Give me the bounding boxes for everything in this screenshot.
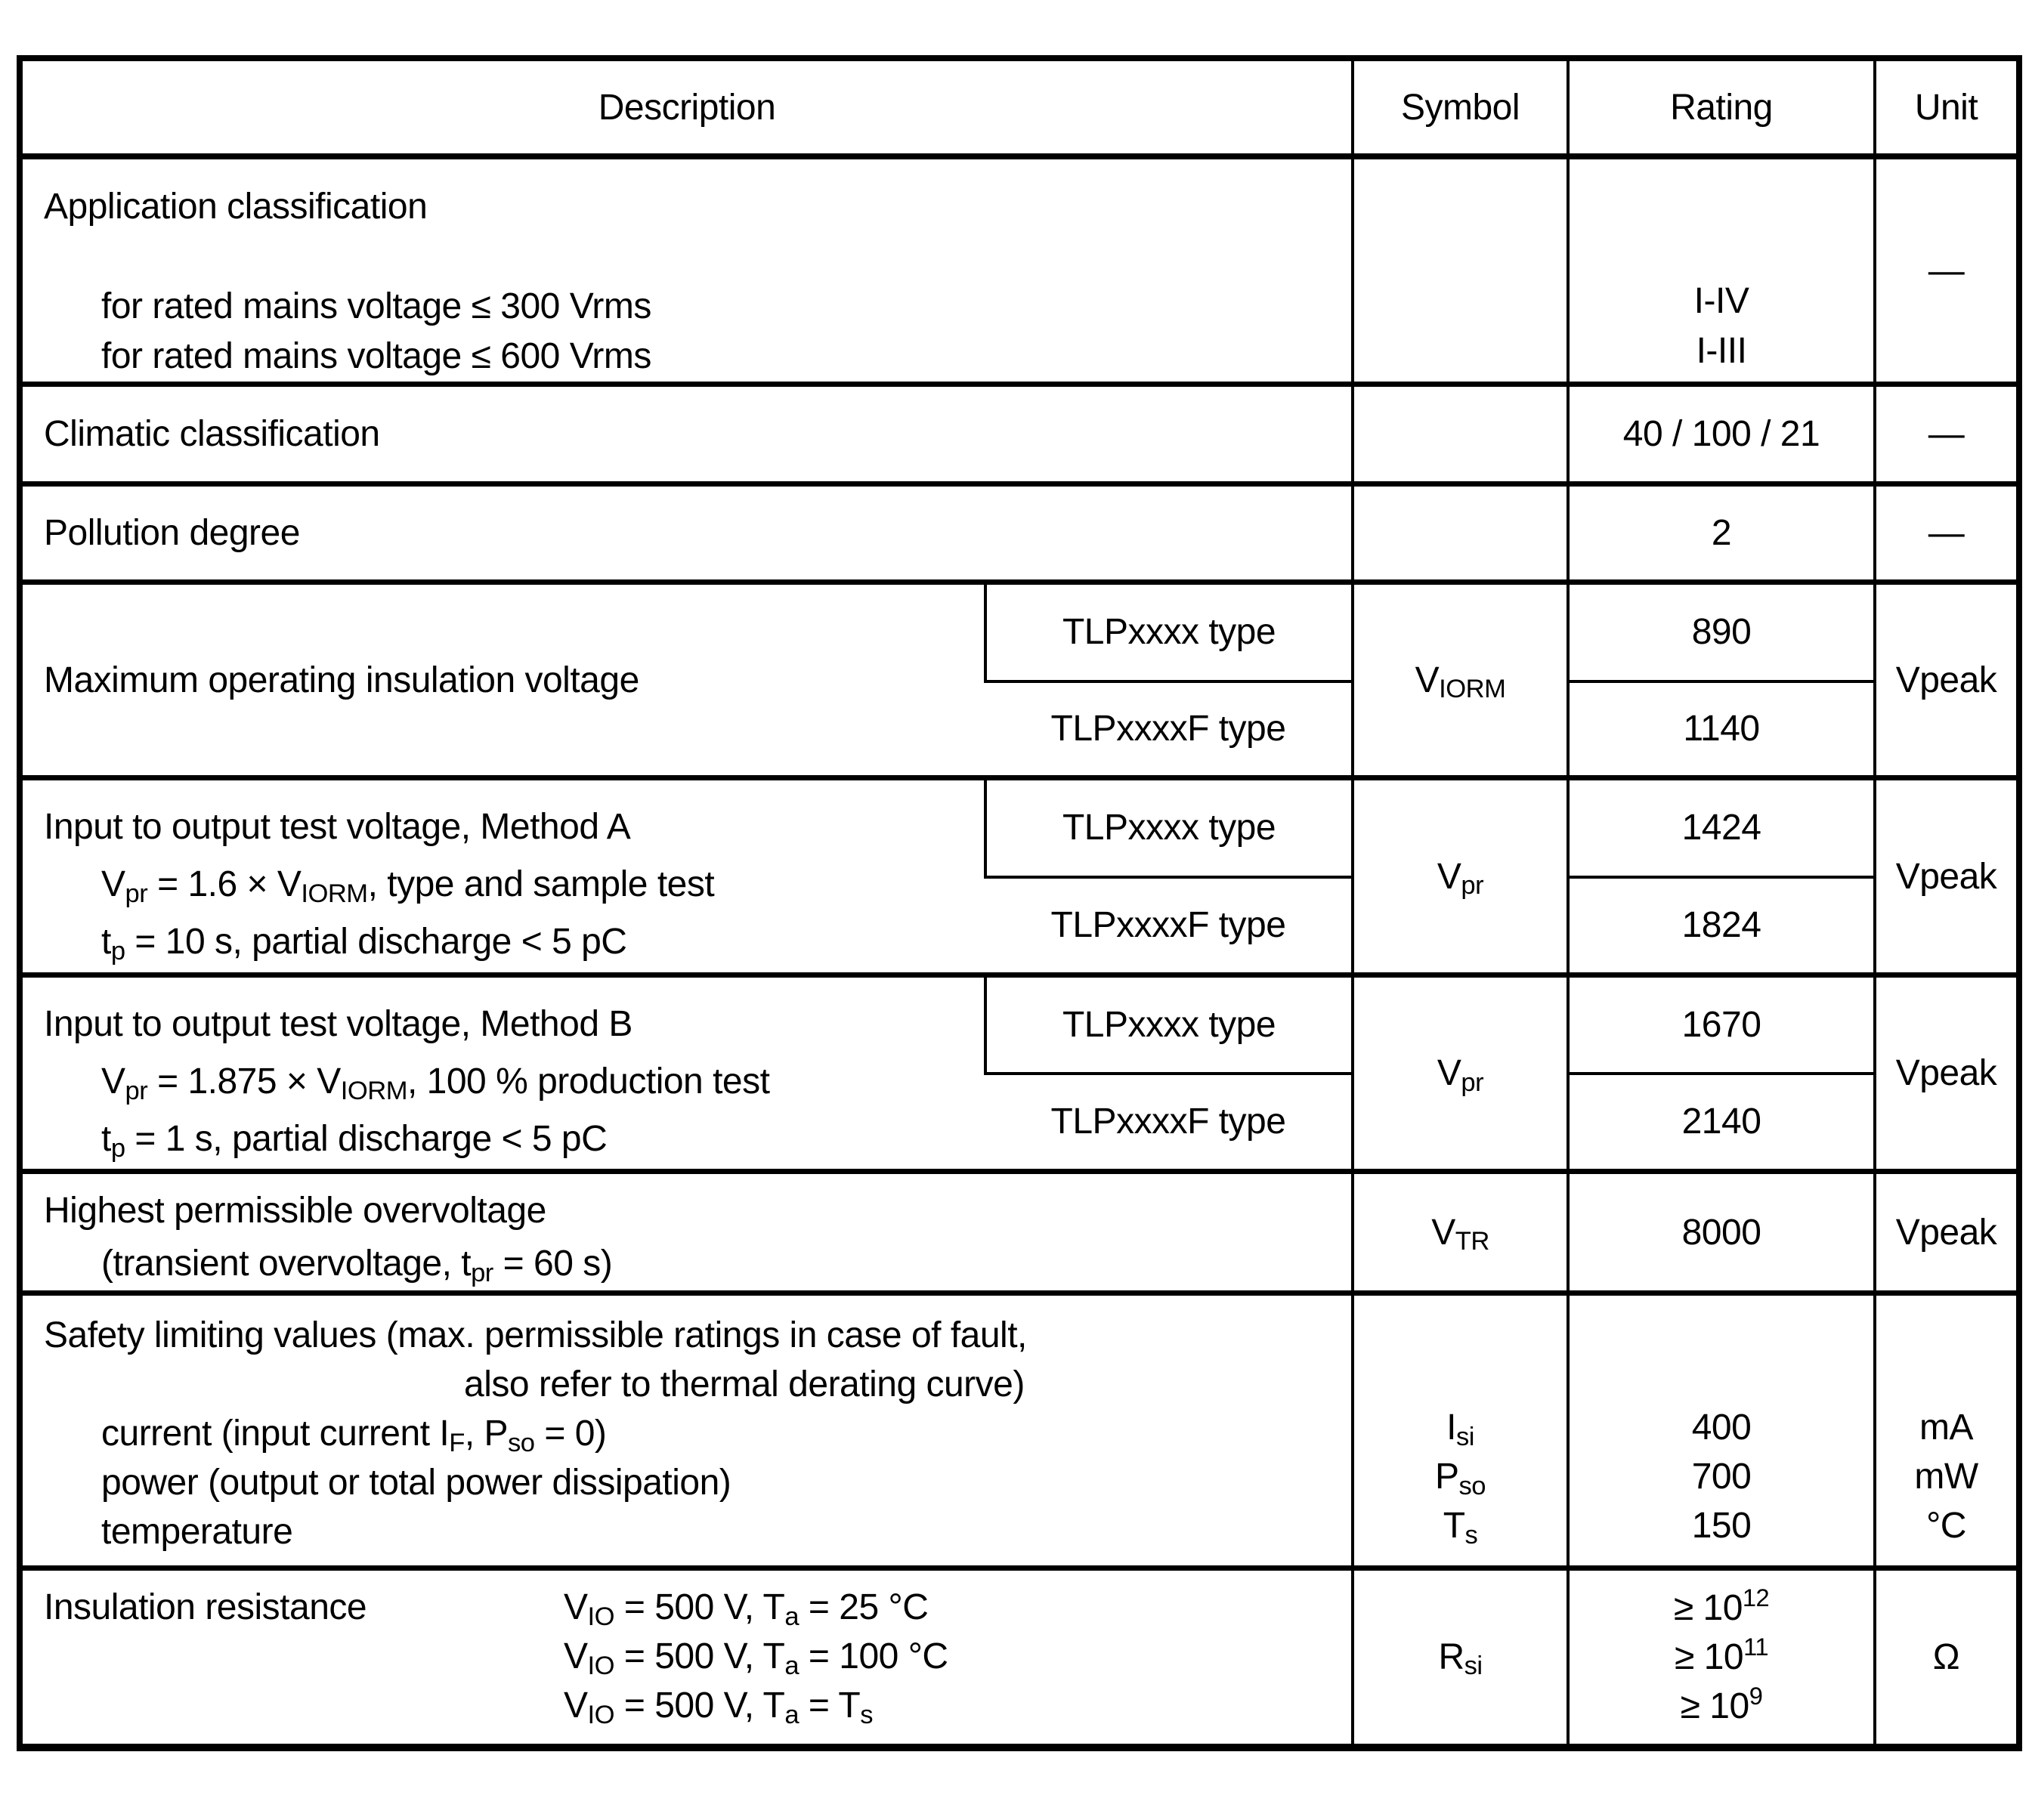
method-a-title: Input to output test voltage, Method A <box>44 807 631 847</box>
application-rating-cell <box>1568 156 1875 385</box>
overvoltage-cond: (transient overvoltage, $t_{pr} = 60$ s) <box>101 1244 613 1287</box>
safety-item-temp: temperature <box>101 1512 293 1552</box>
method-b-title: Input to output test voltage, Method B <box>44 1004 632 1044</box>
col-header-symbol: Symbol <box>1353 58 1568 156</box>
method-b-cond2: $t_p = 1$ s, partial discharge < 5 pC <box>101 1119 608 1163</box>
application-unit-cell: — <box>1875 156 2019 385</box>
insulation-cond3: $V_{IO} = 500$ V, $T_a = T_s$ <box>564 1686 874 1729</box>
application-600vrms: for rated mains voltage ≤ 600 Vrms <box>101 336 651 376</box>
method-b-cond1: $V_{pr} = 1.875 \times V_{IORM}$, 100 % production test <box>101 1061 770 1105</box>
insulation-symbol: $R_{si}$ <box>1353 1568 1568 1747</box>
application-rating-300: I-IV <box>1693 281 1749 321</box>
application-symbol-cell <box>1353 156 1568 385</box>
climatic-title: Climatic classification <box>20 385 1353 484</box>
overvoltage-title: Highest permissible overvoltage <box>44 1191 546 1231</box>
row-method-a-std <box>20 778 2019 877</box>
climatic-rating-cell: 40 / 100 / 21 <box>1568 385 1875 484</box>
safety-unit-power: mW <box>1914 1457 1978 1497</box>
insulation-rating3: ≥ $10^9$ <box>1680 1681 1763 1726</box>
row-method-b-std <box>20 975 2019 1074</box>
method-a-rating-f: 1824 <box>1568 877 1875 975</box>
safety-symbol-current: $I_{si}$ <box>1446 1407 1474 1451</box>
pollution-rating-cell: 2 <box>1568 484 1875 582</box>
climatic-symbol-cell <box>1353 385 1568 484</box>
insulation-rating1: ≥ $10^{12}$ <box>1673 1583 1770 1628</box>
insulation-description-cell <box>20 1568 1353 1747</box>
row-application-classification <box>20 156 2019 385</box>
method-a-type-f: TLPxxxxF type <box>1050 905 1286 946</box>
header-row <box>20 58 2019 156</box>
safety-rating-current: 400 <box>1691 1407 1752 1448</box>
pollution-title: Pollution degree <box>20 484 1353 582</box>
method-a-unit: Vpeak <box>1875 778 2019 975</box>
pollution-symbol-cell <box>1353 484 1568 582</box>
overvoltage-description-cell <box>20 1172 1353 1293</box>
row-overvoltage <box>20 1172 2019 1293</box>
method-a-type-std: TLPxxxx type <box>985 778 1353 877</box>
method-b-unit: Vpeak <box>1875 975 2019 1172</box>
method-b-rating-std: 1670 <box>1568 975 1875 1074</box>
col-header-rating: Rating <box>1568 58 1875 156</box>
method-a-cond1: $V_{pr} = 1.6 \times V_{IORM}$, type and sample test <box>101 864 715 908</box>
application-title: Application classification <box>44 187 428 227</box>
application-rating-600: I-III <box>1696 331 1747 371</box>
method-a-rating-std: 1424 <box>1568 778 1875 877</box>
viorm-type-std: TLPxxxx type <box>985 582 1353 681</box>
row-pollution-degree <box>20 484 2019 582</box>
safety-rating-cell <box>1568 1293 1875 1568</box>
pollution-unit-cell: — <box>1875 484 2019 582</box>
viorm-rating-std: 890 <box>1568 582 1875 681</box>
safety-item-current: current (input current $I_F$, $P_{so} = 0$) <box>101 1414 607 1457</box>
overvoltage-rating: 8000 <box>1568 1172 1875 1293</box>
safety-symbol-cell <box>1353 1293 1568 1568</box>
viorm-unit: Vpeak <box>1875 582 2019 778</box>
method-b-description-cell <box>20 975 985 1172</box>
viorm-rating-f: 1140 <box>1568 681 1875 778</box>
safety-symbol-power: $P_{so}$ <box>1434 1457 1486 1500</box>
col-header-description: Description <box>20 58 1353 156</box>
overvoltage-symbol: $V_{TR}$ <box>1353 1172 1568 1293</box>
spacer-line <box>44 232 1351 282</box>
application-description-cell <box>20 156 1353 385</box>
safety-symbol-temp: $T_s$ <box>1443 1506 1478 1550</box>
method-a-symbol: $V_{pr}$ <box>1353 778 1568 975</box>
insulation-rating-cell <box>1568 1568 1875 1747</box>
climatic-unit-cell: — <box>1875 385 2019 484</box>
safety-rating-temp: 150 <box>1691 1506 1752 1546</box>
safety-title-line1: Safety limiting values (max. permissible ratings in case of fault, <box>44 1315 1027 1355</box>
viorm-symbol: $V_{IORM}$ <box>1353 582 1568 778</box>
method-b-type-f: TLPxxxxF type <box>1050 1102 1286 1142</box>
insulation-rating2: ≥ $10^{11}$ <box>1675 1632 1768 1677</box>
method-b-rating-f: 2140 <box>1568 1074 1875 1172</box>
method-b-type-std: TLPxxxx type <box>985 975 1353 1074</box>
row-insulation-resistance <box>20 1568 2019 1747</box>
safety-unit-cell <box>1875 1293 2019 1568</box>
row-viorm-std <box>20 582 2019 681</box>
row-safety-limiting <box>20 1293 2019 1568</box>
insulation-title: Insulation resistance <box>44 1587 367 1627</box>
method-b-symbol: $V_{pr}$ <box>1353 975 1568 1172</box>
row-climatic-classification <box>20 385 2019 484</box>
safety-unit-temp: °C <box>1926 1506 1966 1546</box>
insulation-unit: Ω <box>1875 1568 2019 1747</box>
col-header-unit: Unit <box>1875 58 2019 156</box>
application-300vrms: for rated mains voltage ≤ 300 Vrms <box>101 286 651 326</box>
safety-description-cell <box>20 1293 1353 1568</box>
viorm-type-f: TLPxxxxF type <box>1050 709 1286 749</box>
insulation-cond2: $V_{IO} = 500$ V, $T_a = 100$ °C <box>564 1636 948 1680</box>
viorm-title: Maximum operating insulation voltage <box>20 582 985 778</box>
insulation-cond1: $V_{IO} = 500$ V, $T_a = 25$ °C <box>564 1587 929 1631</box>
overvoltage-unit: Vpeak <box>1875 1172 2019 1293</box>
method-a-description-cell <box>20 778 985 975</box>
method-a-cond2: $t_p = 10$ s, partial discharge < 5 pC <box>101 922 627 966</box>
insulation-conditions <box>564 1583 948 1730</box>
safety-unit-current: mA <box>1919 1407 1973 1448</box>
safety-rating-power: 700 <box>1691 1457 1752 1497</box>
safety-ratings-table <box>17 55 2022 1751</box>
safety-item-power: power (output or total power dissipation) <box>101 1463 731 1503</box>
safety-title-line2: also refer to thermal derating curve) <box>464 1364 1025 1404</box>
